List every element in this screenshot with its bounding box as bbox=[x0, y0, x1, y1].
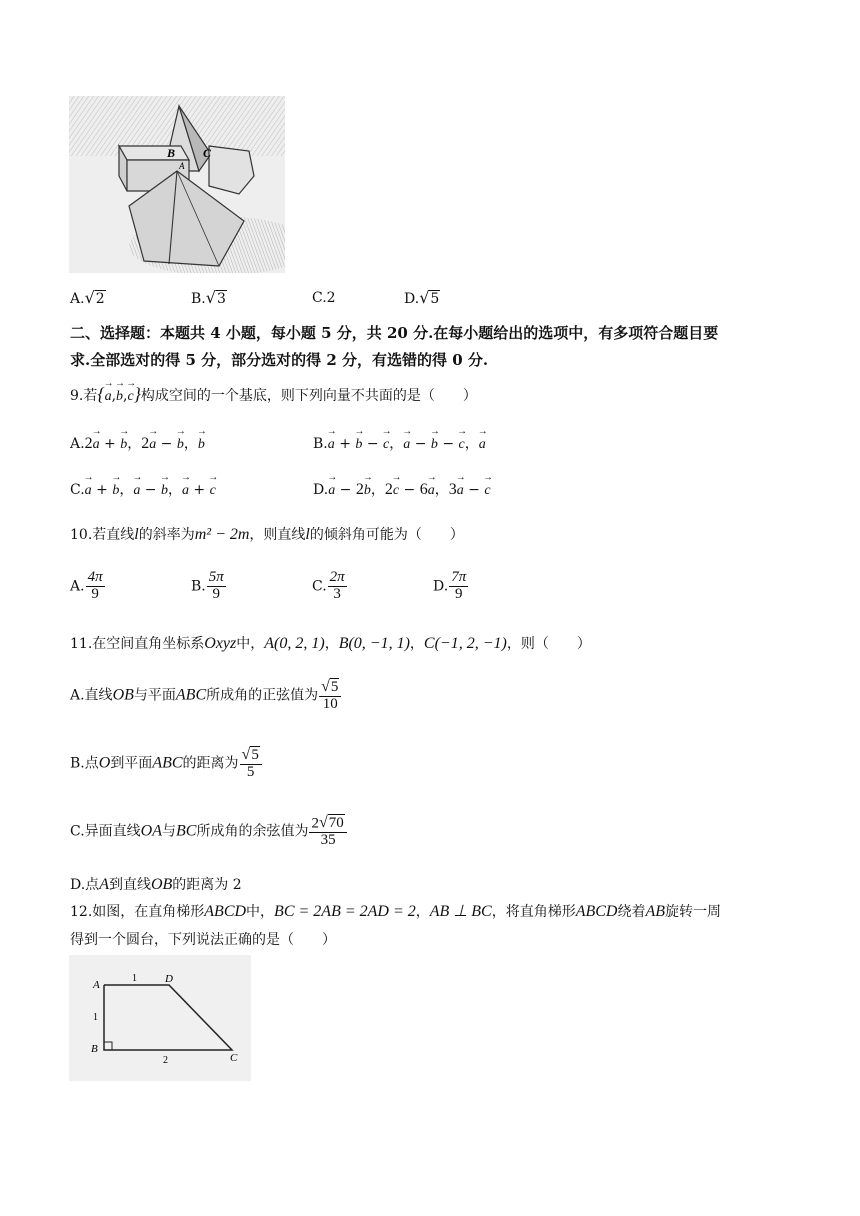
q9-stem: 9.若{→ a,→ b,→ c}构成空间的一个基底，则下列向量不共面的是（ ） bbox=[70, 384, 477, 405]
q9-option-b: B.→ a + → b − → c，→ a − → b − → c，→ a bbox=[313, 433, 486, 453]
section-2-line1: 二、选择题：本题共 4 小题，每小题 5 分，共 20 分.在每小题给出的选项中，有多项符合题目要 bbox=[70, 324, 719, 342]
solid-sketch-figure bbox=[69, 96, 285, 273]
label-top-length: 1 bbox=[132, 973, 137, 984]
solid-sketch-svg bbox=[69, 96, 285, 273]
q11-option-d: D.点A到直线OB的距离为 2 bbox=[70, 876, 242, 893]
section-2-header bbox=[70, 320, 810, 374]
label-B: B bbox=[167, 146, 176, 160]
q11-stem: 11.在空间直角坐标系Oxyz中，A(0, 2, 1)，B(0, −1, 1)，C(−1, 2, −1)，则（ ） bbox=[70, 635, 591, 652]
label-D: D bbox=[165, 973, 173, 985]
q8-option-d: D. √ 5 bbox=[404, 288, 440, 307]
section-2-line2: 求.全部选对的得 5 分，部分选对的得 2 分，有选错的得 0 分. bbox=[70, 351, 489, 369]
q11-option-c: C.异面直线OA与BC所成角的余弦值为 2 √ 70 35 bbox=[70, 814, 348, 849]
q10-option-d: D. $\frac{7\pi}{9}$ bbox=[433, 569, 467, 602]
trapezoid-figure bbox=[69, 955, 251, 1081]
trapezoid-svg bbox=[69, 955, 251, 1081]
q8-option-a: A. √ 2 bbox=[70, 288, 105, 307]
label-A: A bbox=[179, 161, 185, 171]
q8-option-c: C.2 bbox=[312, 290, 336, 306]
label-bottom-length: 2 bbox=[163, 1055, 168, 1066]
q10-option-b: B. $\frac{5\pi}{9}$ bbox=[191, 569, 224, 602]
q10-option-c: C. $\frac{2\pi}{3}$ bbox=[312, 569, 345, 602]
label-A: A bbox=[93, 979, 100, 991]
q12-stem-line2: 得到一个圆台，下列说法正确的是（ ） bbox=[70, 932, 336, 948]
q11-option-a: A.直线OB与平面ABC所成角的正弦值为 √ 5 10 bbox=[70, 678, 342, 713]
q9-option-a: A.2→ a + → b，2→ a − → b，→ b bbox=[70, 433, 205, 453]
q9-option-c: C.→ a + → b，→ a − → b，→ a + → c bbox=[70, 479, 216, 499]
q9-option-d: D.→ a − 2→ b，2→ c − 6→ a，3→ a − → c bbox=[313, 479, 491, 499]
label-B: B bbox=[91, 1043, 98, 1055]
q11-option-b: B.点O到平面ABC的距离为 √ 5 5 bbox=[70, 746, 263, 781]
q8-option-b: B. √ 3 bbox=[191, 288, 226, 307]
q12-stem-line1: 12.如图，在直角梯形ABCD中，BC = 2AB = 2AD = 2，AB ⊥ BC，将直角梯形ABCD绕着AB旋转一周 bbox=[70, 903, 722, 920]
label-left-length: 1 bbox=[93, 1012, 98, 1023]
q10-stem: 10.若直线l的斜率为m² − 2m，则直线l的倾斜角可能为（ ） bbox=[70, 526, 464, 543]
label-C: C bbox=[203, 146, 212, 160]
q10-option-a: A. $\frac{4\pi}{9}$ bbox=[70, 569, 103, 602]
label-C: C bbox=[230, 1052, 238, 1064]
